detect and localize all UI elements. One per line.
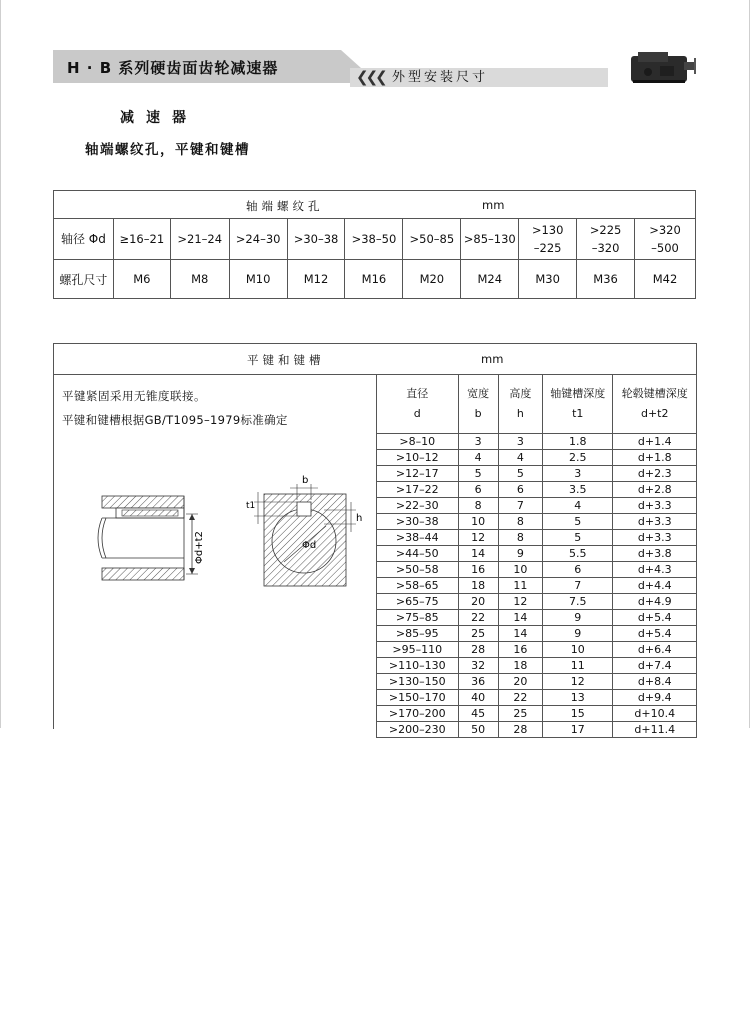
table-cell: 20	[498, 674, 542, 690]
table-cell: 4	[458, 450, 498, 466]
table-cell: >150–170	[377, 690, 459, 706]
key-section	[53, 343, 697, 736]
table-cell: d+2.8	[613, 482, 697, 498]
table-cell: d+5.4	[613, 610, 697, 626]
diameter-cell: >130 –225	[519, 219, 577, 260]
table-cell: 12	[498, 594, 542, 610]
table-row	[377, 658, 697, 674]
table-cell: 5	[498, 466, 542, 482]
table-cell: >200–230	[377, 722, 459, 738]
side-view	[98, 496, 205, 580]
table-cell: 22	[498, 690, 542, 706]
table-cell: 20	[458, 594, 498, 610]
thread-cell: M36	[577, 260, 635, 299]
diameter-cell: >24–30	[229, 219, 287, 260]
header-subtitle-bar	[350, 68, 608, 87]
row-label-thread: 螺孔尺寸	[54, 260, 114, 299]
table-cell: 4	[498, 450, 542, 466]
section-subtitle: 轴端螺纹孔，平键和键槽	[85, 142, 250, 158]
table-cell: >130–150	[377, 674, 459, 690]
diameter-cell: >30–38	[287, 219, 345, 260]
table-row	[377, 674, 697, 690]
header-shaft-depth: 轴键槽深度 t1	[543, 375, 613, 434]
key-note-2: 平键和键槽根据GB/T1095–1979标准确定	[62, 413, 288, 427]
table-cell: 22	[458, 610, 498, 626]
table-cell: d+3.3	[613, 514, 697, 530]
table-cell: d+7.4	[613, 658, 697, 674]
left-border	[0, 0, 1, 728]
table-cell: 5	[458, 466, 498, 482]
header-diameter: 直径 d	[377, 375, 459, 434]
table-cell: d+4.9	[613, 594, 697, 610]
table-cell: 5	[543, 530, 613, 546]
table-cell: >17–22	[377, 482, 459, 498]
table-cell: 7	[543, 578, 613, 594]
table-row	[377, 594, 697, 610]
thread-cell: M20	[403, 260, 461, 299]
table-cell: 11	[543, 658, 613, 674]
phi-d-t2-label: Φd+t2	[194, 531, 205, 564]
table-cell: d+6.4	[613, 642, 697, 658]
table-cell: >65–75	[377, 594, 459, 610]
table-row	[377, 626, 697, 642]
header-banner	[53, 50, 361, 83]
table-cell: d+3.3	[613, 498, 697, 514]
table-cell: 10	[458, 514, 498, 530]
diameter-cell: >85–130	[461, 219, 519, 260]
table-cell: d+11.4	[613, 722, 697, 738]
table-cell: >22–30	[377, 498, 459, 514]
table-cell: 14	[458, 546, 498, 562]
table-cell: d+9.4	[613, 690, 697, 706]
table-cell: 17	[543, 722, 613, 738]
table-cell: >44–50	[377, 546, 459, 562]
table-cell: d+5.4	[613, 626, 697, 642]
table-cell: 2.5	[543, 450, 613, 466]
diameter-cell: >50–85	[403, 219, 461, 260]
key-table-header	[377, 375, 697, 434]
table-cell: 3	[458, 434, 498, 450]
keyway-diagram	[94, 474, 364, 604]
table-row	[377, 546, 697, 562]
table-cell: 5	[543, 514, 613, 530]
section-view	[246, 475, 362, 586]
table-cell: 7.5	[543, 594, 613, 610]
table-cell: 11	[498, 578, 542, 594]
key-caption-text: 平键和键槽	[247, 353, 325, 367]
thread-cell: M8	[170, 260, 229, 299]
table-cell: >8–10	[377, 434, 459, 450]
section-title: 减速器	[120, 110, 198, 126]
table-row	[377, 562, 697, 578]
table-cell: 3.5	[543, 482, 613, 498]
thread-cell: M24	[461, 260, 519, 299]
key-note-1: 平键紧固采用无锥度联接。	[62, 389, 206, 403]
table-cell: 3	[543, 466, 613, 482]
table-cell: 25	[498, 706, 542, 722]
table-cell: 8	[498, 530, 542, 546]
table-cell: 16	[458, 562, 498, 578]
table-cell: d+8.4	[613, 674, 697, 690]
table-row	[377, 530, 697, 546]
header-subtitle: 外型安装尺寸	[392, 70, 489, 85]
table-cell: >38–44	[377, 530, 459, 546]
table-row	[377, 706, 697, 722]
table-cell: >58–65	[377, 578, 459, 594]
table-row	[377, 690, 697, 706]
thread-cell: M16	[345, 260, 403, 299]
thread-table-caption	[54, 191, 696, 219]
table-cell: >75–85	[377, 610, 459, 626]
table-cell: 6	[458, 482, 498, 498]
table-cell: 10	[543, 642, 613, 658]
table-cell: 45	[458, 706, 498, 722]
table-cell: d+1.4	[613, 434, 697, 450]
table-cell: d+10.4	[613, 706, 697, 722]
table-cell: 10	[498, 562, 542, 578]
thread-cell: M12	[287, 260, 345, 299]
header-width: 宽度 b	[458, 375, 498, 434]
reducer-product-image	[630, 50, 700, 90]
table-cell: >10–12	[377, 450, 459, 466]
table-cell: 5.5	[543, 546, 613, 562]
diameter-cell: >38–50	[345, 219, 403, 260]
header-hub-depth: 轮毂键槽深度 d+t2	[613, 375, 697, 434]
table-row	[377, 610, 697, 626]
header-title: H · B 系列硬齿面齿轮减速器	[67, 59, 279, 77]
table-cell: 12	[458, 530, 498, 546]
table-cell: 36	[458, 674, 498, 690]
table-cell: d+3.3	[613, 530, 697, 546]
table-cell: >95–110	[377, 642, 459, 658]
header-height: 高度 h	[498, 375, 542, 434]
thread-hole-table	[53, 190, 696, 299]
b-label: b	[302, 475, 309, 486]
table-cell: >110–130	[377, 658, 459, 674]
h-label: h	[356, 513, 363, 524]
table-cell: d+2.3	[613, 466, 697, 482]
table-cell: >170–200	[377, 706, 459, 722]
table-cell: >85–95	[377, 626, 459, 642]
table-cell: 14	[498, 626, 542, 642]
table-cell: d+3.8	[613, 546, 697, 562]
thread-cell: M30	[519, 260, 577, 299]
table-row	[377, 514, 697, 530]
table-cell: 6	[543, 562, 613, 578]
table-cell: >50–58	[377, 562, 459, 578]
table-cell: 25	[458, 626, 498, 642]
thread-cell: M42	[635, 260, 696, 299]
shaft-diameter-row	[54, 219, 696, 260]
diameter-cell: ≥16–21	[113, 219, 170, 260]
table-row	[377, 466, 697, 482]
table-cell: 50	[458, 722, 498, 738]
thread-size-row	[54, 260, 696, 299]
table-row	[377, 434, 697, 450]
table-cell: 32	[458, 658, 498, 674]
thread-caption-text: 轴端螺纹孔	[246, 199, 324, 213]
table-cell: 16	[498, 642, 542, 658]
table-row	[377, 722, 697, 738]
thread-cell: M10	[229, 260, 287, 299]
table-cell: 4	[543, 498, 613, 514]
table-cell: 14	[498, 610, 542, 626]
table-row	[377, 482, 697, 498]
table-cell: >30–38	[377, 514, 459, 530]
table-cell: 8	[498, 514, 542, 530]
table-cell: 12	[543, 674, 613, 690]
key-dimension-table	[376, 374, 697, 738]
table-cell: 18	[498, 658, 542, 674]
thread-unit: mm	[482, 198, 505, 212]
diameter-cell: >320 –500	[635, 219, 696, 260]
key-table-body	[377, 434, 697, 738]
key-table-caption	[54, 344, 696, 375]
table-row	[377, 578, 697, 594]
table-cell: 18	[458, 578, 498, 594]
chevrons-icon: ❮❮❮	[356, 68, 385, 86]
table-cell: d+4.3	[613, 562, 697, 578]
table-cell: d+1.8	[613, 450, 697, 466]
table-cell: d+4.4	[613, 578, 697, 594]
table-cell: 15	[543, 706, 613, 722]
table-cell: 9	[543, 610, 613, 626]
table-row	[377, 498, 697, 514]
table-cell: 3	[498, 434, 542, 450]
phi-d-label: Φd	[302, 540, 317, 551]
table-cell: 1.8	[543, 434, 613, 450]
table-cell: 13	[543, 690, 613, 706]
table-cell: 7	[498, 498, 542, 514]
row-label-diameter: 轴径 Φd	[54, 219, 114, 260]
table-cell: 9	[498, 546, 542, 562]
diameter-cell: >225 –320	[577, 219, 635, 260]
table-cell: 28	[458, 642, 498, 658]
key-unit: mm	[481, 352, 504, 366]
table-cell: 8	[458, 498, 498, 514]
table-cell: 6	[498, 482, 542, 498]
table-cell: 40	[458, 690, 498, 706]
t1-label: t1	[246, 501, 256, 511]
table-row	[377, 642, 697, 658]
table-cell: >12–17	[377, 466, 459, 482]
thread-cell: M6	[113, 260, 170, 299]
table-row	[377, 450, 697, 466]
table-cell: 28	[498, 722, 542, 738]
diameter-cell: >21–24	[170, 219, 229, 260]
table-cell: 9	[543, 626, 613, 642]
